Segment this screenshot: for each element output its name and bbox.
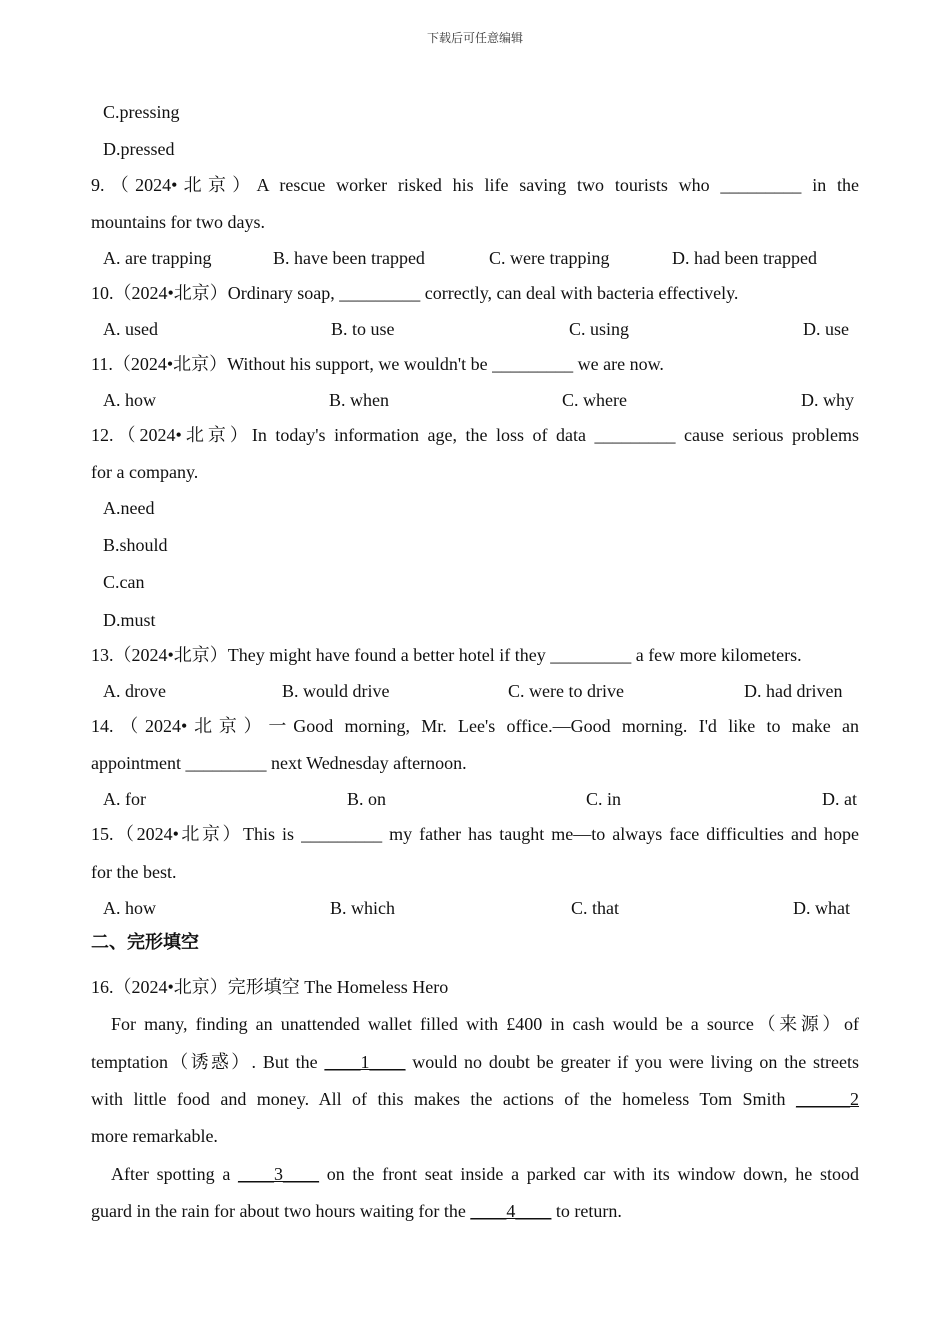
q12-option-d: D.must — [103, 610, 156, 630]
q13-option-c: C. were to drive — [508, 681, 624, 701]
q16-p2-line1 — [111, 1162, 859, 1186]
q10-option-d: D. use — [803, 319, 849, 339]
text-run: on the front seat inside a parked car with its window down, he stood — [319, 1164, 859, 1184]
q10-stem: 10.（2024•北京）Ordinary soap, _________ correctly, can deal with bacteria effectively. — [91, 283, 739, 303]
page-header: 下载后可任意编辑 — [426, 31, 523, 45]
q9-stem-line2: mountains for two days. — [91, 212, 265, 232]
q10-option-a: A. used — [103, 319, 158, 339]
q11-option-c: C. where — [562, 390, 627, 410]
q16-p1-line1: For many, finding an unattended wallet filled with £400 in cash would be a source（来源）of — [111, 1014, 859, 1034]
q15-option-c: C. that — [571, 898, 619, 918]
q15-option-a: A. how — [103, 898, 156, 918]
q12-option-b: B.should — [103, 535, 168, 555]
q15-option-d: D. what — [793, 898, 850, 918]
q15-stem-line2: for the best. — [91, 862, 177, 882]
q16-p1-line4: more remarkable. — [91, 1126, 218, 1146]
q14-option-a: A. for — [103, 789, 146, 809]
text-run: After spotting a — [111, 1164, 239, 1184]
q12-option-a: A.need — [103, 498, 155, 518]
q14-option-d: D. at — [822, 789, 857, 809]
q11-stem: 11.（2024•北京）Without his support, we wouldn't be _________ we are now. — [91, 354, 664, 374]
text-run: to return. — [551, 1201, 622, 1221]
q13-option-b: B. would drive — [282, 681, 390, 701]
q13-stem: 13.（2024•北京）They might have found a better hotel if they _________ a few more kilometers. — [91, 645, 802, 665]
blank-4: ____4____ — [470, 1201, 552, 1221]
q16-p1-line3 — [91, 1087, 859, 1111]
q14-option-c: C. in — [586, 789, 622, 809]
q9-option-b: B. have been trapped — [273, 248, 425, 268]
q11-option-b: B. when — [329, 390, 389, 410]
q14-stem-line2: appointment _________ next Wednesday afternoon. — [91, 753, 467, 773]
q16-title: 16.（2024•北京）完形填空 The Homeless Hero — [91, 977, 449, 997]
q9-option-d: D. had been trapped — [672, 248, 817, 268]
q16-p1-line2 — [91, 1050, 859, 1074]
text-run: with little food and money. All of this makes the actions of the homeless Tom Smith — [91, 1089, 796, 1109]
q15-option-b: B. which — [330, 898, 395, 918]
q11-option-d: D. why — [801, 390, 854, 410]
q8-option-d: D.pressed — [103, 139, 175, 159]
q13-option-a: A. drove — [103, 681, 166, 701]
q13-option-d: D. had driven — [744, 681, 843, 701]
text-run: temptation（诱惑）. But the — [91, 1052, 325, 1072]
q10-option-c: C. using — [569, 319, 630, 339]
q16-p2-line2 — [91, 1199, 859, 1223]
blank-3: ____3____ — [238, 1164, 320, 1184]
q12-stem-line1: 12.（2024•北京）In today's information age, the loss of data _________ cause serious problems — [91, 425, 859, 445]
text-run: would no doubt be greater if you were living on the streets — [405, 1052, 859, 1072]
q9-stem-line1: 9.（2024•北京）A rescue worker risked his life saving two tourists who _________ in the — [91, 175, 859, 195]
q12-stem-line2: for a company. — [91, 462, 199, 482]
q10-option-b: B. to use — [331, 319, 395, 339]
q8-option-c: C.pressing — [103, 102, 180, 122]
q9-option-a: A. are trapping — [103, 248, 212, 268]
blank-2: ______2 — [796, 1089, 859, 1109]
q15-stem-line1: 15.（2024•北京）This is _________ my father has taught me—to always face difficulties and hope — [91, 824, 859, 844]
q11-option-a: A. how — [103, 390, 156, 410]
section-heading-cloze: 二、完形填空 — [91, 932, 199, 953]
blank-1: ____1____ — [324, 1052, 406, 1072]
q14-stem-line1: 14.（2024•北京）一Good morning, Mr. Lee's office.—Good morning. I'd like to make an — [91, 716, 859, 736]
q12-option-c: C.can — [103, 572, 145, 592]
q14-option-b: B. on — [347, 789, 387, 809]
q9-option-c: C. were trapping — [489, 248, 610, 268]
text-run: guard in the rain for about two hours waiting for the — [91, 1201, 471, 1221]
